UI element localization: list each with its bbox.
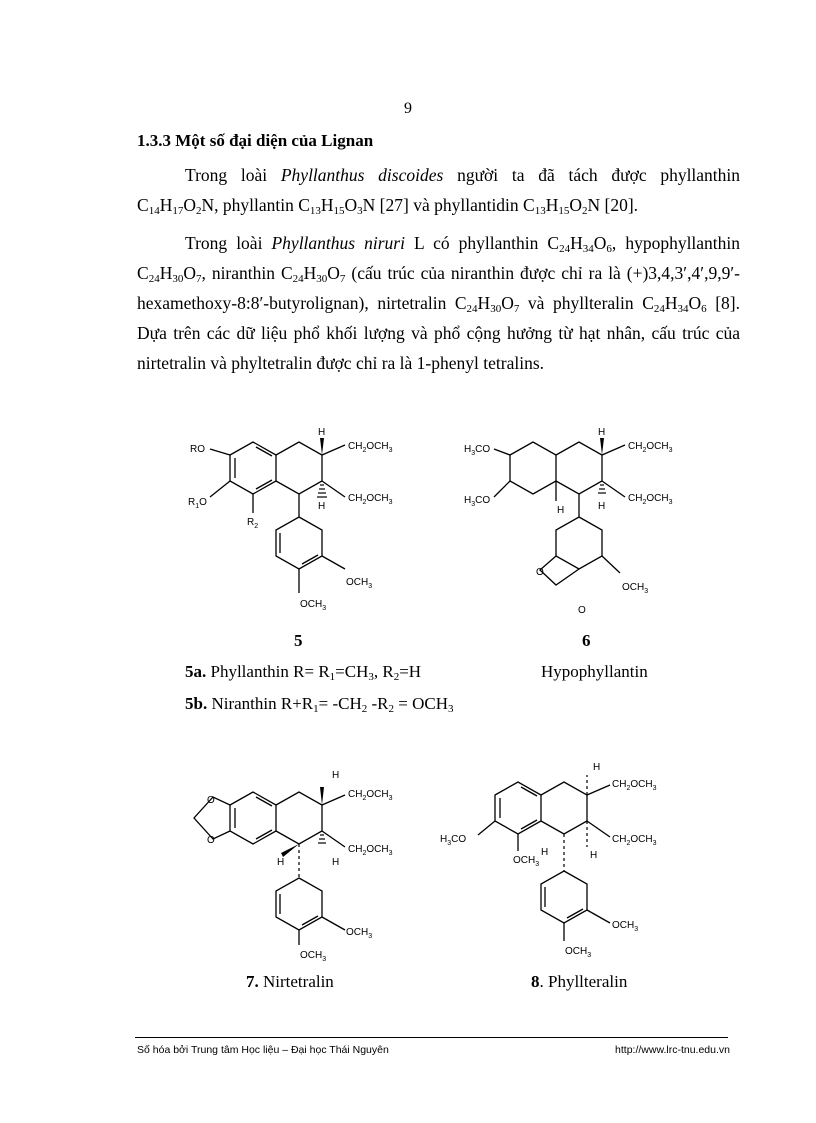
atom-label: $R_1O$ [188, 497, 207, 510]
section-heading: 1.3.3 Một số đại diện của Lignan [137, 131, 374, 150]
atom-label: H [598, 501, 606, 512]
page-number: 9 [404, 100, 412, 117]
atom-label: $CH_2OCH_3$ [628, 493, 673, 506]
species-name: Phyllanthus discoides [280, 165, 444, 185]
atom-label: H [332, 770, 340, 781]
atom-label: $CH_2OCH_3$ [612, 779, 657, 792]
atom-label: H [557, 505, 565, 516]
footer-url: http://www.lrc-tnu.edu.vn [615, 1044, 730, 1056]
atom-label: H [318, 427, 326, 438]
atom-label: $CH_2OCH_3$ [348, 789, 393, 802]
atom-label: $OCH_3$ [565, 946, 592, 959]
atom-label: $H_3CO$ [464, 444, 491, 457]
atom-label: H [593, 762, 601, 773]
species-name: Phyllanthus niruri [271, 233, 405, 253]
structure-label-6: 6 [582, 631, 591, 650]
atom-label: $R_2$ [247, 517, 259, 530]
atom-label: $CH_2OCH_3$ [348, 844, 393, 857]
atom-label: $CH_2OCH_3$ [628, 441, 673, 454]
atom-label: H [277, 857, 285, 868]
caption-7: 7. Nirtetralin [246, 972, 334, 991]
atom-label: H [590, 850, 598, 861]
caption-8: 8. Phyllteralin [531, 972, 628, 991]
atom-label: $OCH_3$ [300, 599, 327, 612]
caption-5a: 5a. Phyllanthin $R= R_1=CH_3$, $R_2=H$ [185, 662, 422, 683]
atom-label: H [598, 427, 606, 438]
atom-label: $H_3CO$ [464, 495, 491, 508]
structure-5 [180, 425, 420, 630]
atom-label: $OCH_3$ [622, 582, 649, 595]
structure-7 [180, 765, 420, 965]
atom-label: $OCH_3$ [513, 855, 540, 868]
atom-label: $CH_2OCH_3$ [612, 834, 657, 847]
atom-label: O [207, 795, 215, 806]
caption-6: Hypophyllantin [541, 662, 648, 681]
atom-label: $H_3CO$ [440, 834, 467, 847]
paragraph-phyllanthus-discoides: Trong loài Phyllanthus discoides người ta đã tách được phyllanthin $C_{14}H_{17}O_2N$, phyllantin $C_{13}H_{15}O_3N$ [27] và phyllantidin $C_{13}H_{15}O_2N$ [20]. [137, 165, 741, 217]
footer-divider [135, 1037, 728, 1038]
structure-8 [440, 755, 690, 965]
atom-label: $OCH_3$ [346, 927, 373, 940]
atom-label: $CH_2OCH_3$ [348, 441, 393, 454]
structure-label-5: 5 [294, 631, 303, 650]
atom-label: $OCH_3$ [300, 950, 327, 963]
structure-6 [460, 425, 720, 620]
atom-label: RO [190, 444, 205, 455]
caption-5b: 5b. Niranthin $R+R_1= -CH_2$ $-R_2 = OCH_3$ [185, 694, 454, 715]
atom-label: O [536, 567, 544, 578]
atom-label: O [578, 605, 586, 616]
atom-label: H [332, 857, 340, 868]
footer-source: Số hóa bởi Trung tâm Học liệu – Đại học Thái Nguyên [137, 1044, 389, 1056]
paragraph-phyllanthus-niruri: Trong loài Phyllanthus niruri L có phyllanthin $C_{24}H_{34}O_6$, hypophyllanthin $C_{24}H_{30}O_7$, niranthin $C_{24}H_{30}O_7$ (cấu trúc của niranthin được chỉ ra là (+)3,4,3′,4′,9,9′-hexamethoxy-8:8′-butyrolignan), nirtetralin $C_{24}H_{30}O_7$ và phyllteralin $C_{24}H_{34}O_6$ [8]. Dựa trên các dữ liệu phổ khối lượng và phổ cộng hưởng từ hạt nhân, cấu trúc của nirtetralin và phyltetralin được chỉ ra là 1-phenyl tetralins. [137, 233, 741, 373]
atom-label: H [318, 501, 326, 512]
atom-label: $CH_2OCH_3$ [348, 493, 393, 506]
atom-label: H [541, 847, 549, 858]
atom-label: $OCH_3$ [346, 577, 373, 590]
atom-label: O [207, 835, 215, 846]
atom-label: $OCH_3$ [612, 920, 639, 933]
